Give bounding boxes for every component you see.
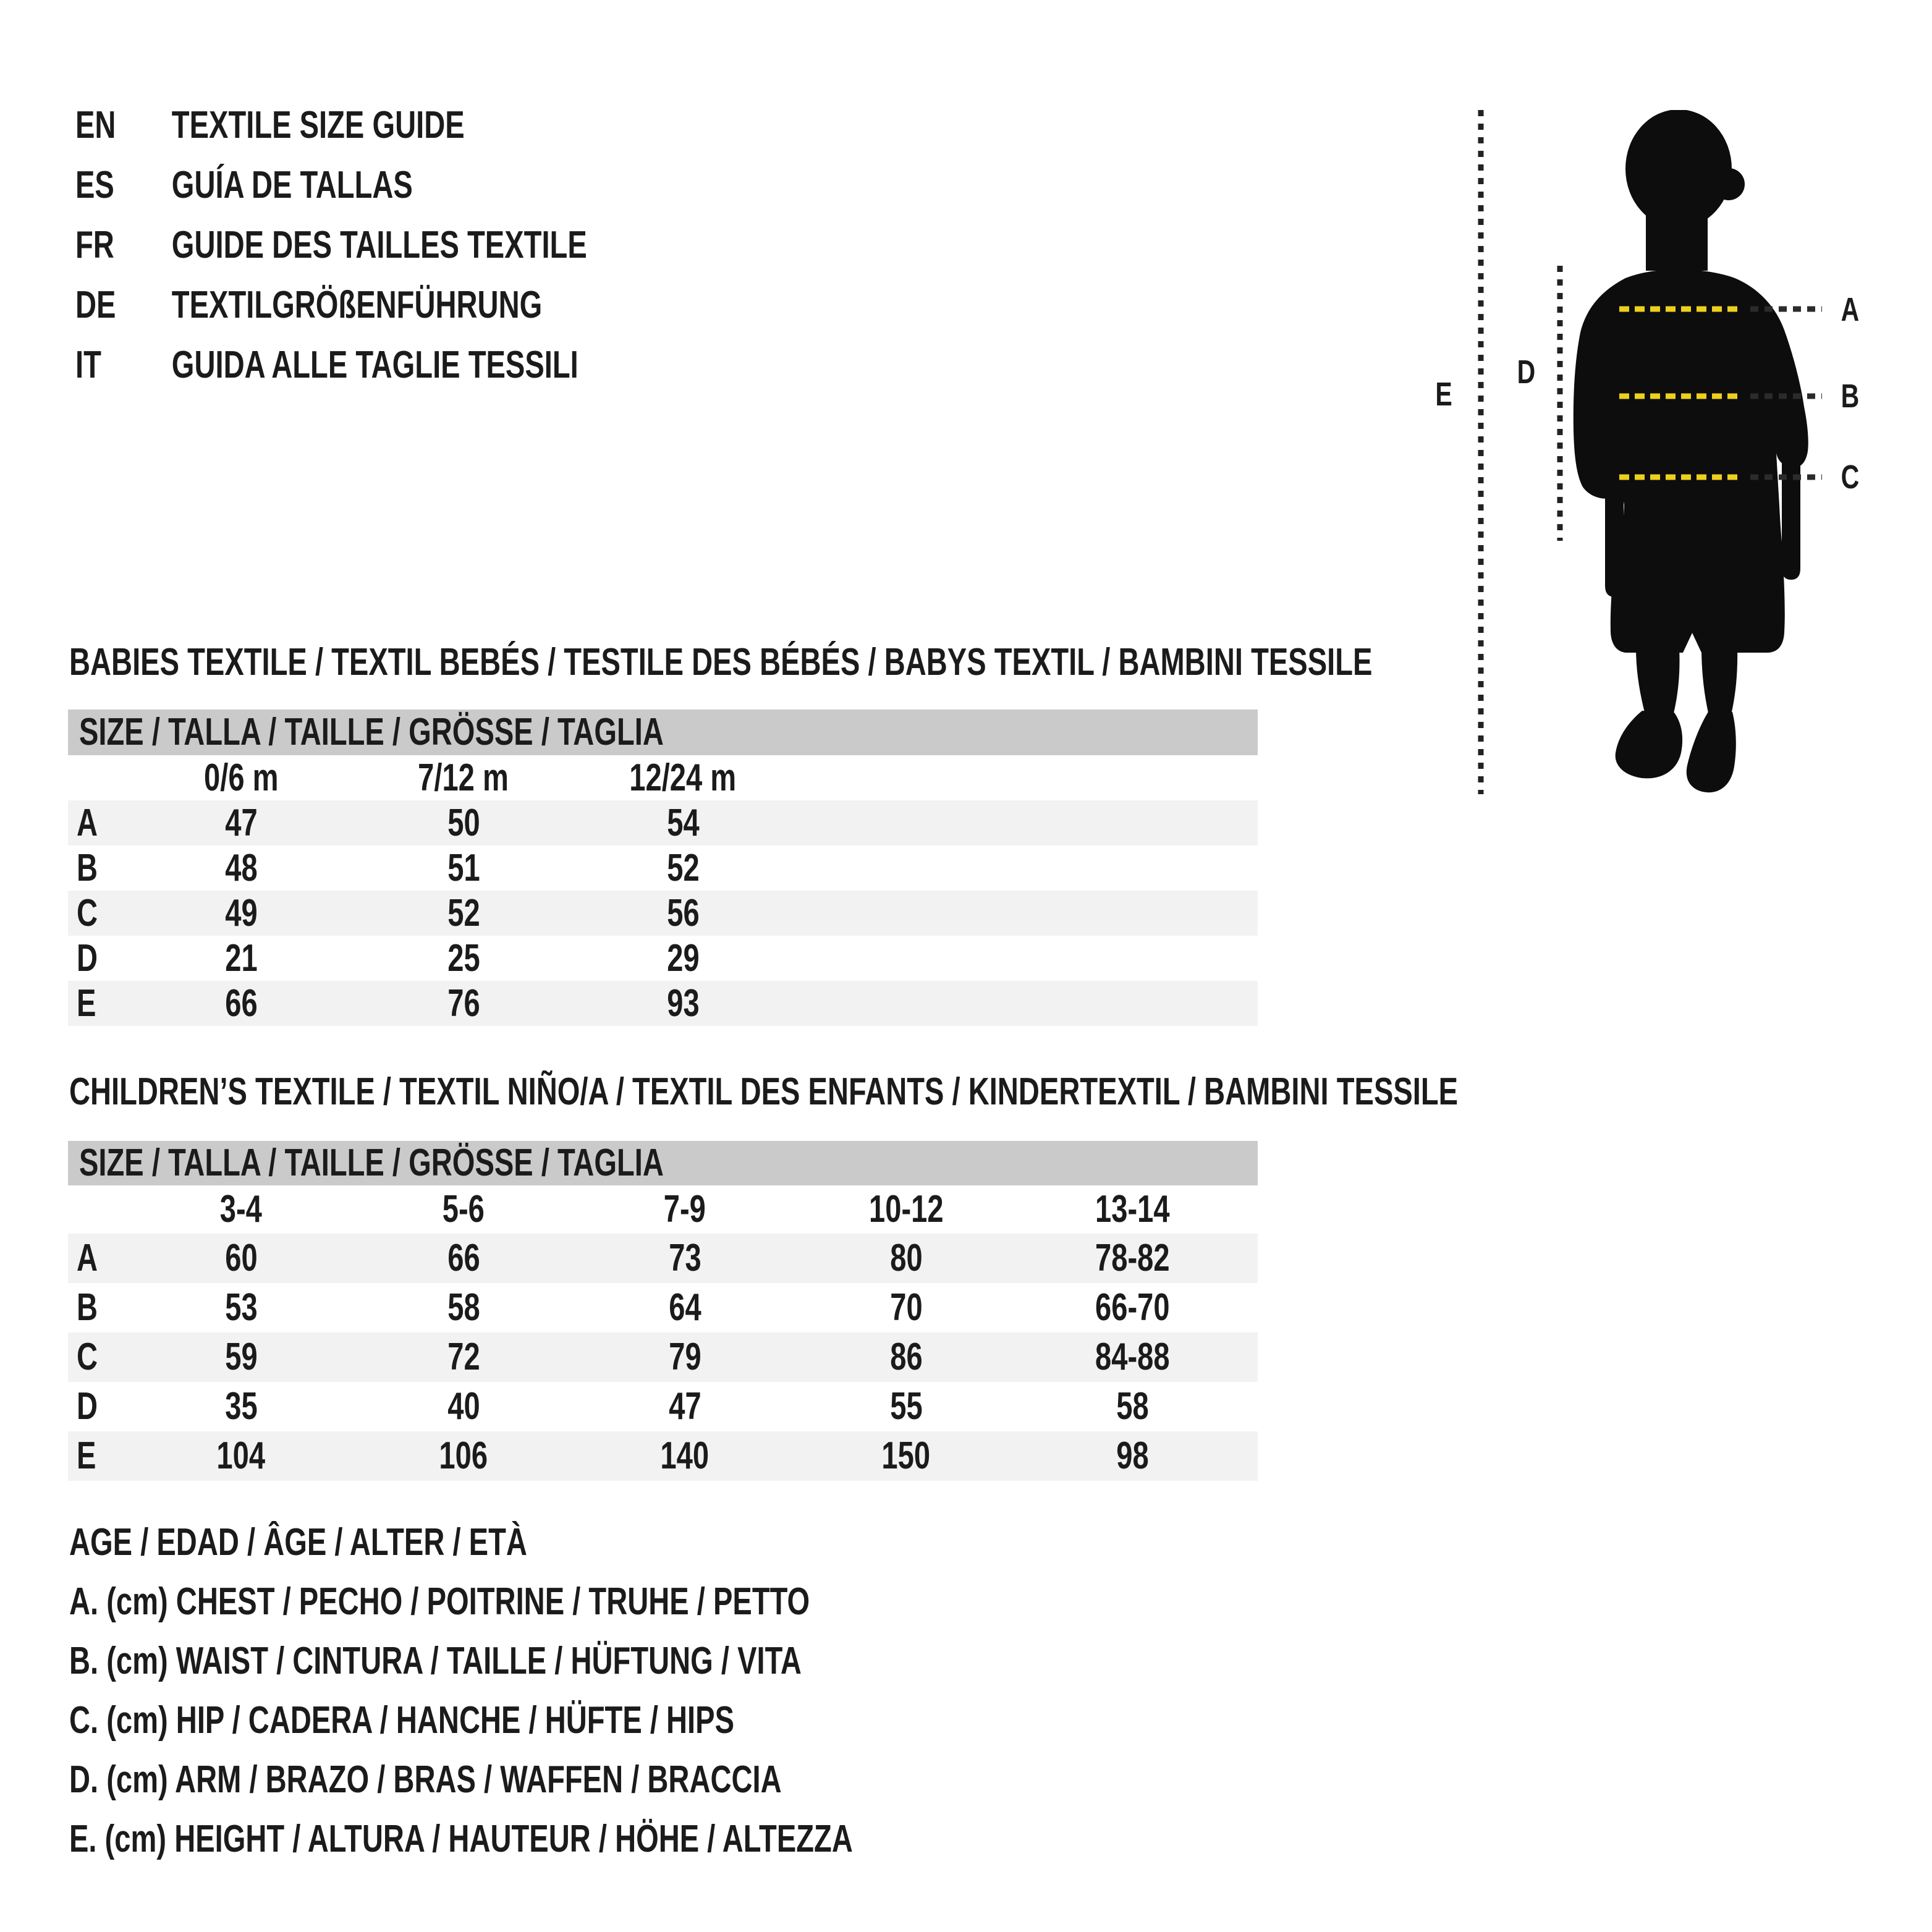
babies-section-title: BABIES TEXTILE / TEXTIL BEBÉS / TESTILE DES BÉBÉS / BABYS TEXTIL / BAMBINI TESSILE (69, 641, 1373, 684)
table-row (68, 1382, 1258, 1431)
table-cell: 70 (889, 1286, 923, 1329)
row-label: C (77, 1336, 98, 1378)
lang-title: GUIDE DES TAILLES TEXTILE (171, 224, 587, 266)
lang-code: FR (75, 224, 114, 266)
table-cell: 140 (660, 1434, 710, 1477)
table-row (68, 845, 1258, 891)
row-label: B (77, 1286, 98, 1329)
table-cell: 58 (447, 1286, 480, 1329)
table-cell: 56 (666, 892, 700, 934)
table-cell: 52 (447, 892, 480, 934)
column-header: 7/12 m (418, 756, 509, 799)
row-label: D (77, 937, 98, 980)
table-cell: 104 (216, 1434, 266, 1477)
table-cell: 84-88 (1095, 1336, 1170, 1378)
table-cell: 48 (224, 847, 258, 889)
table-cell: 73 (668, 1237, 701, 1279)
table-cell: 54 (666, 802, 700, 844)
lang-title: TEXTILGRÖßENFÜHRUNG (171, 284, 543, 326)
table-row (68, 800, 1258, 845)
table-cell: 51 (447, 847, 480, 889)
lang-code: EN (75, 104, 116, 146)
table-cell: 60 (224, 1237, 258, 1279)
measurement-legend (69, 1513, 1100, 1869)
table-cell: 50 (447, 802, 480, 844)
lang-row-fr (75, 215, 748, 275)
figure-marker-c: C (1841, 459, 1859, 496)
table-cell: 86 (889, 1336, 923, 1378)
lang-code: ES (75, 164, 114, 206)
column-header: 5-6 (442, 1188, 485, 1231)
column-header: 3-4 (219, 1188, 263, 1231)
row-label: E (77, 982, 96, 1025)
row-label: A (77, 1237, 98, 1279)
table-row (68, 981, 1258, 1026)
table-row (68, 1234, 1258, 1283)
legend-line-arm: D. (cm) ARM / BRAZO / BRAS / WAFFEN / BRACCIA (69, 1758, 782, 1801)
row-label: B (77, 847, 98, 889)
children-section-title: CHILDREN’S TEXTILE / TEXTIL NIÑO/A / TEXTIL DES ENFANTS / KINDERTEXTIL / BAMBINI TESSILE (69, 1070, 1459, 1113)
row-label: E (77, 1434, 96, 1477)
lang-code: IT (75, 344, 101, 386)
table-cell: 66 (447, 1237, 480, 1279)
table-cell: 35 (224, 1385, 258, 1428)
row-label: A (77, 802, 98, 844)
table-cell: 106 (439, 1434, 488, 1477)
lang-title: GUÍA DE TALLAS (171, 164, 413, 206)
table-cell: 47 (224, 802, 258, 844)
column-header: 12/24 m (629, 756, 737, 799)
column-header: 13-14 (1095, 1188, 1170, 1231)
measurement-lines-overlay (1434, 105, 1873, 803)
legend-line-hip: C. (cm) HIP / CADERA / HANCHE / HÜFTE / HIPS (69, 1699, 735, 1742)
children-size-header-bar: SIZE / TALLA / TAILLE / GRÖSSE / TAGLIA (68, 1141, 1258, 1185)
legend-line-age: AGE / EDAD / ÂGE / ALTER / ETÀ (69, 1521, 527, 1564)
row-label: D (77, 1385, 98, 1428)
babies-size-header-bar: SIZE / TALLA / TAILLE / GRÖSSE / TAGLIA (68, 710, 1258, 755)
table-row (68, 1431, 1258, 1481)
column-header: 10-12 (868, 1188, 944, 1231)
lang-title: GUIDA ALLE TAGLIE TESSILI (171, 344, 578, 386)
table-cell: 79 (668, 1336, 701, 1378)
table-cell: 150 (881, 1434, 931, 1477)
table-cell: 58 (1116, 1385, 1149, 1428)
lang-code: DE (75, 284, 116, 326)
table-row (68, 1332, 1258, 1382)
row-label: C (77, 892, 98, 934)
table-row (68, 1283, 1258, 1332)
table-cell: 21 (224, 937, 258, 980)
table-cell: 72 (447, 1336, 480, 1378)
table-cell: 49 (224, 892, 258, 934)
table-cell: 53 (224, 1286, 258, 1329)
table-cell: 47 (668, 1385, 701, 1428)
lang-title: TEXTILE SIZE GUIDE (171, 104, 465, 146)
lang-row-it (75, 335, 748, 395)
table-cell: 25 (447, 937, 480, 980)
figure-marker-d: D (1517, 354, 1535, 391)
lang-row-en (75, 95, 748, 155)
legend-line-chest: A. (cm) CHEST / PECHO / POITRINE / TRUHE / PETTO (69, 1580, 810, 1623)
table-row (68, 891, 1258, 936)
figure-marker-e: E (1435, 376, 1452, 413)
children-column-header-row (68, 1185, 1258, 1234)
column-header: 7-9 (663, 1188, 706, 1231)
table-cell: 64 (668, 1286, 701, 1329)
table-cell: 93 (666, 982, 700, 1025)
language-title-block (75, 95, 748, 395)
legend-line-height: E. (cm) HEIGHT / ALTURA / HAUTEUR / HÖHE / ALTEZZA (69, 1818, 853, 1860)
table-cell: 78-82 (1095, 1237, 1170, 1279)
column-header: 0/6 m (203, 756, 279, 799)
table-cell: 66 (224, 982, 258, 1025)
lang-row-de (75, 275, 748, 335)
table-cell: 55 (889, 1385, 923, 1428)
table-cell: 80 (889, 1237, 923, 1279)
table-cell: 76 (447, 982, 480, 1025)
figure-marker-b: B (1841, 378, 1859, 415)
table-row (68, 936, 1258, 981)
babies-column-header-row (68, 755, 1258, 800)
legend-line-waist: B. (cm) WAIST / CINTURA / TAILLE / HÜFTUNG / VITA (69, 1640, 802, 1682)
table-cell: 98 (1116, 1434, 1149, 1477)
lang-row-es (75, 155, 748, 215)
table-cell: 40 (447, 1385, 480, 1428)
table-cell: 59 (224, 1336, 258, 1378)
table-cell: 29 (666, 937, 700, 980)
table-cell: 66-70 (1095, 1286, 1170, 1329)
table-cell: 52 (666, 847, 700, 889)
figure-marker-a: A (1841, 291, 1859, 328)
